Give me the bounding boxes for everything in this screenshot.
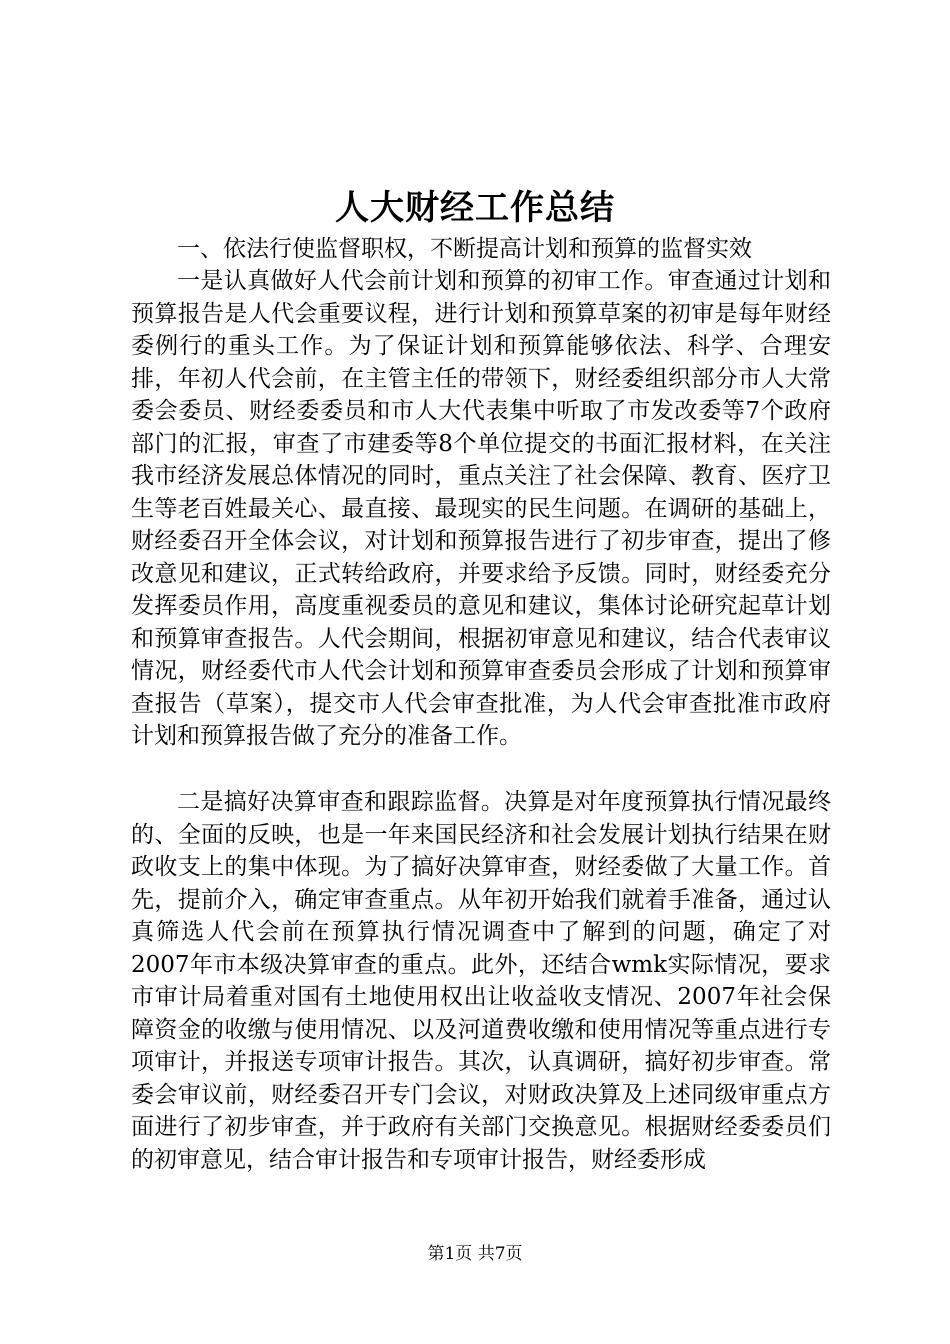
paragraph-1-text: 一是认真做好人代会前计划和预算的初审工作。审查通过计划和预算报告是人代会重要议程，进行计划和预算草案的初审是每年财经委例行的重头工作。为了保证计划和预算能够依法、科学、合理安排，年初人代会前，在主管主任的带领下，财经委组织部分市人大常委会委员、财经委委员和市人大代表集中听取了市发改委等7个政府部门的汇报，审查了市建委等8个单位提交的书面汇报材料，在关注我市经济发展总体情况的同时，重点关注了社会保障、教育、医疗卫生等老百姓最关心、最直接、最现实的民生问题。在调研的基础上，财经委召开全体会议，对计划和预算报告进行了初步审查，提出了修改意见和建议，正式转给政府，并要求给予反馈。同时，财经委充分发挥委员作用，高度重视委员的意见和建议，集体讨论研究起草计划和预算审查报告。人代会期间，根据初审意见和建议，结合代表审议情况，财经委代市人代会计划和预算审查委员会形成了计划和预算审查报告（草案），提交市人代会审查批准，为人代会审查批准市政府计划和预算报告做了充分的准备工作。 [131,268,831,749]
document-title: 人大财经工作总结 [335,188,615,228]
page-footer: 第1页 共7页 [427,1244,523,1264]
paragraph-2-text: 二是搞好决算审查和跟踪监督。决算是对年度预算执行情况最终的、全面的反映，也是一年来国民经济和社会发展计划执行结果在财政收支上的集中体现。为了搞好决算审查，财经委做了大量工作。首先，提前介入，确定审查重点。从年初开始我们就着手准备，通过认真筛选人代会前在预算执行情况调查中了解到的问题，确定了对2007年市本级决算审查的重点。此外，还结合wmk实际情况，要求市审计局着重对国有土地使用权出让收益收支情况、2007年社会保障资金的收缴与使用情况、以及河道费收缴和使用情况等重点进行专项审计，并报送专项审计报告。其次，认真调研，搞好初步审查。常委会审议前，财经委召开专门会议，对财政决算及上述同级审重点方面进行了初步审查，并于政府有关部门交换意见。根据财经委委员们的初审意见，结合审计报告和专项审计报告，财经委形成 [131,789,831,1173]
paragraph-2 [131,786,831,1176]
paragraph-1 [131,265,831,753]
section-heading [131,233,831,266]
section-heading-text: 一、依法行使监督职权，不断提高计划和预算的监督实效 [177,236,752,262]
